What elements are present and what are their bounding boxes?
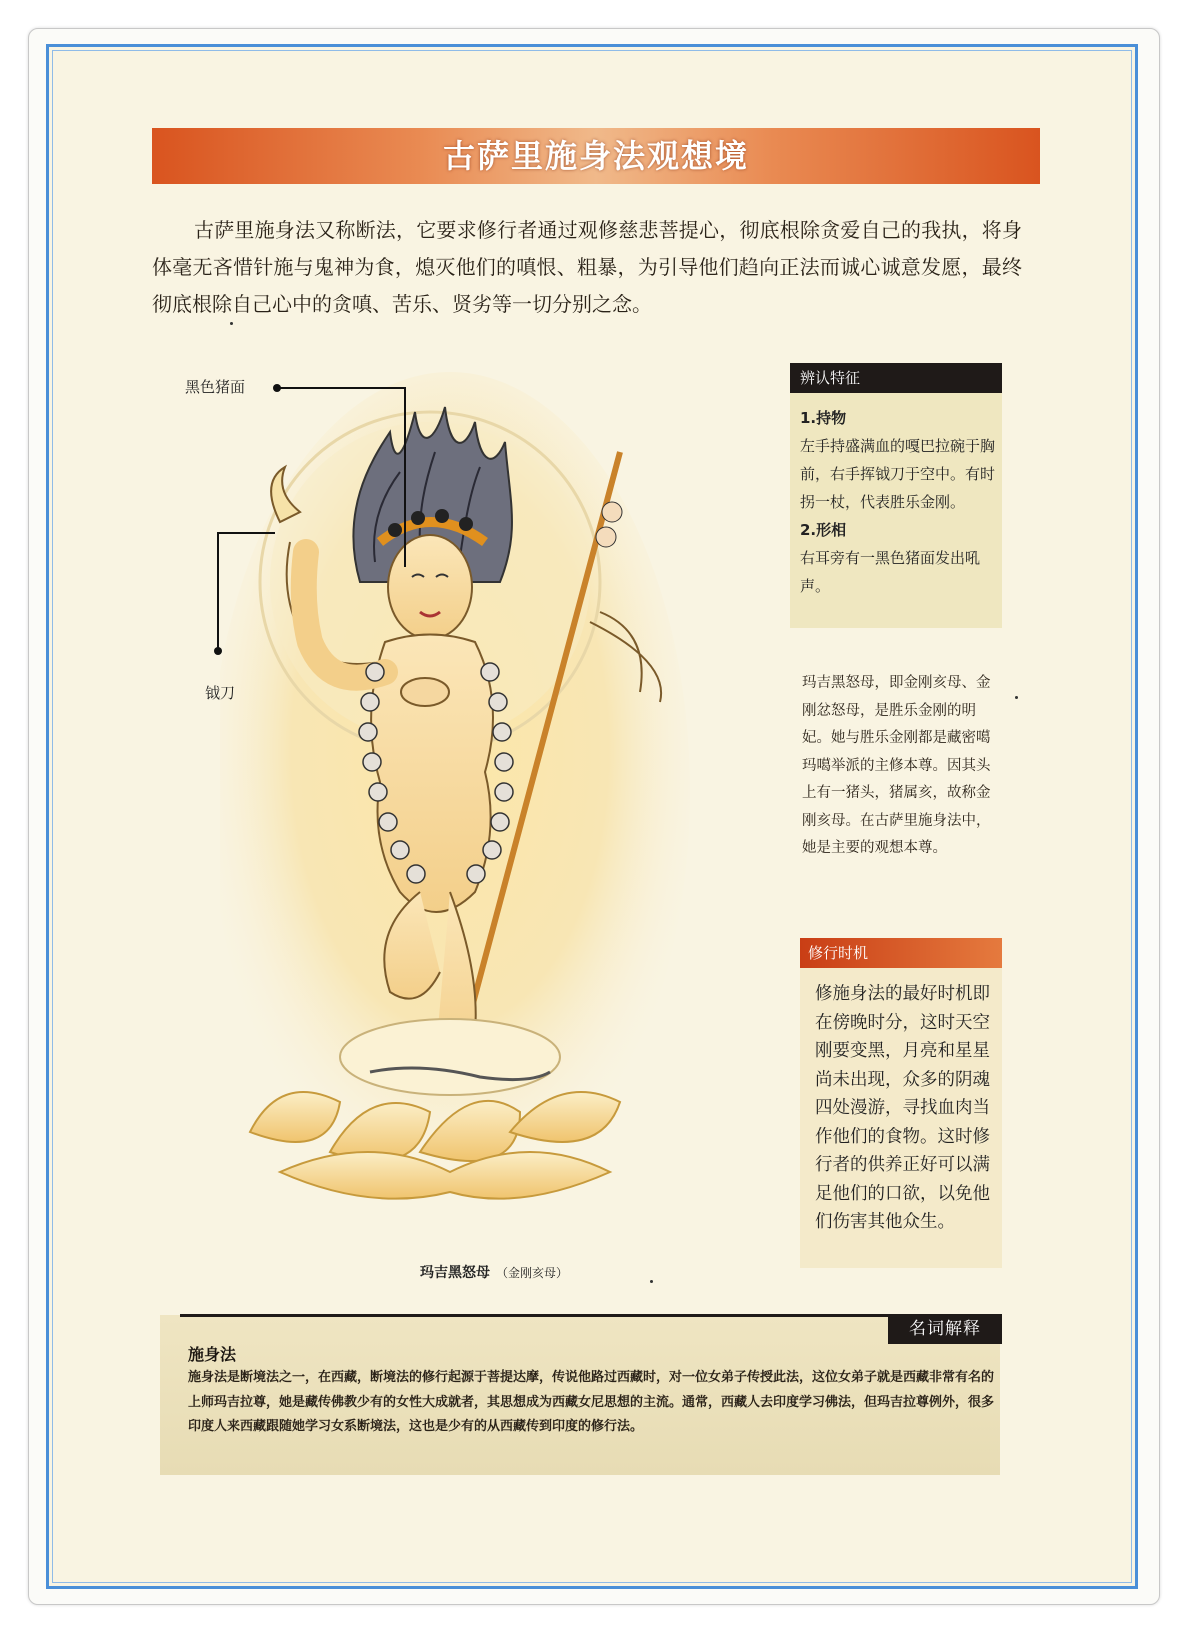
intro-paragraph: 古萨里施身法又称断法，它要求修行者通过观修慈悲菩提心，彻底根除贪爱自己的我执，将身体毫无吝惜针施与鬼神为食，熄灭他们的嗔恨、粗暴，为引导他们趋向正法而诚心诚意发愿，最终彻底根除自己心中的贪嗔、苦乐、贤劣等一切分别之念。 bbox=[152, 218, 1022, 316]
glossary-rule bbox=[180, 1314, 1002, 1317]
callout-blade-line-v bbox=[217, 532, 219, 650]
features-heading: 辨认特征 bbox=[790, 363, 1002, 393]
features-s2-title: 2.形相 bbox=[800, 521, 847, 539]
features-s1-text: 左手持盛满血的嘎巴拉碗于胸前，右手挥钺刀于空中。有时拐一杖，代表胜乐金刚。 bbox=[800, 437, 996, 511]
callout-blade-line bbox=[217, 532, 275, 534]
callout-blade-label: 钺刀 bbox=[205, 684, 236, 702]
glossary-text: 施身法是断境法之一，在西藏，断境法的修行起源于菩提达摩，传说他路过西藏时，对一位女弟子传授此法，这位女弟子就是西藏非常有名的上师玛吉拉尊，她是藏传佛教少有的女性大成就者，其思想成为西藏女尼思想的主流。通常，西藏人去印度学习佛法，但玛吉拉尊例外，很多印度人来西藏跟随她学习女系断境法，这也是少有的从西藏传到印度的修行法。 bbox=[188, 1370, 995, 1434]
stray-dot bbox=[1015, 696, 1018, 699]
deity-illustration bbox=[220, 372, 700, 1252]
callout-pig-face-line-v bbox=[404, 387, 406, 567]
caption-name: 玛吉黑怒母 bbox=[420, 1265, 490, 1281]
stray-dot bbox=[230, 322, 233, 325]
glossary-tag: 名词解释 bbox=[888, 1314, 1002, 1344]
callout-pig-face-line bbox=[277, 387, 405, 389]
deity-description: 玛吉黑怒母，即金刚亥母、金刚忿怒母，是胜乐金刚的明妃。她与胜乐金刚都是藏密噶玛噶举派的主修本尊。因其头上有一猪头，猪属亥，故称金刚亥母。在古萨里施身法中，她是主要的观想本尊。 bbox=[802, 675, 991, 856]
timing-text: 修施身法的最好时机即在傍晚时分，这时天空刚要变黑，月亮和星星尚未出现，众多的阴魂四处漫游，寻找血肉当作他们的食物。这时修行者的供养正好可以满足他们的口欲，以免他们伤害其他众生。 bbox=[815, 984, 990, 1232]
caption-alias: （金刚亥母） bbox=[496, 1266, 569, 1280]
features-s2-text: 右耳旁有一黑色猪面发出吼声。 bbox=[800, 549, 981, 595]
callout-pig-face-label: 黑色猪面 bbox=[185, 378, 246, 396]
features-s1-title: 1.持物 bbox=[800, 409, 847, 427]
page-title: 古萨里施身法观想境 bbox=[442, 137, 749, 175]
stray-dot bbox=[650, 1280, 653, 1283]
timing-heading: 修行时机 bbox=[800, 938, 1002, 968]
illustration-caption bbox=[420, 1262, 568, 1282]
glossary-term: 施身法 bbox=[188, 1345, 237, 1364]
features-body bbox=[800, 404, 996, 600]
